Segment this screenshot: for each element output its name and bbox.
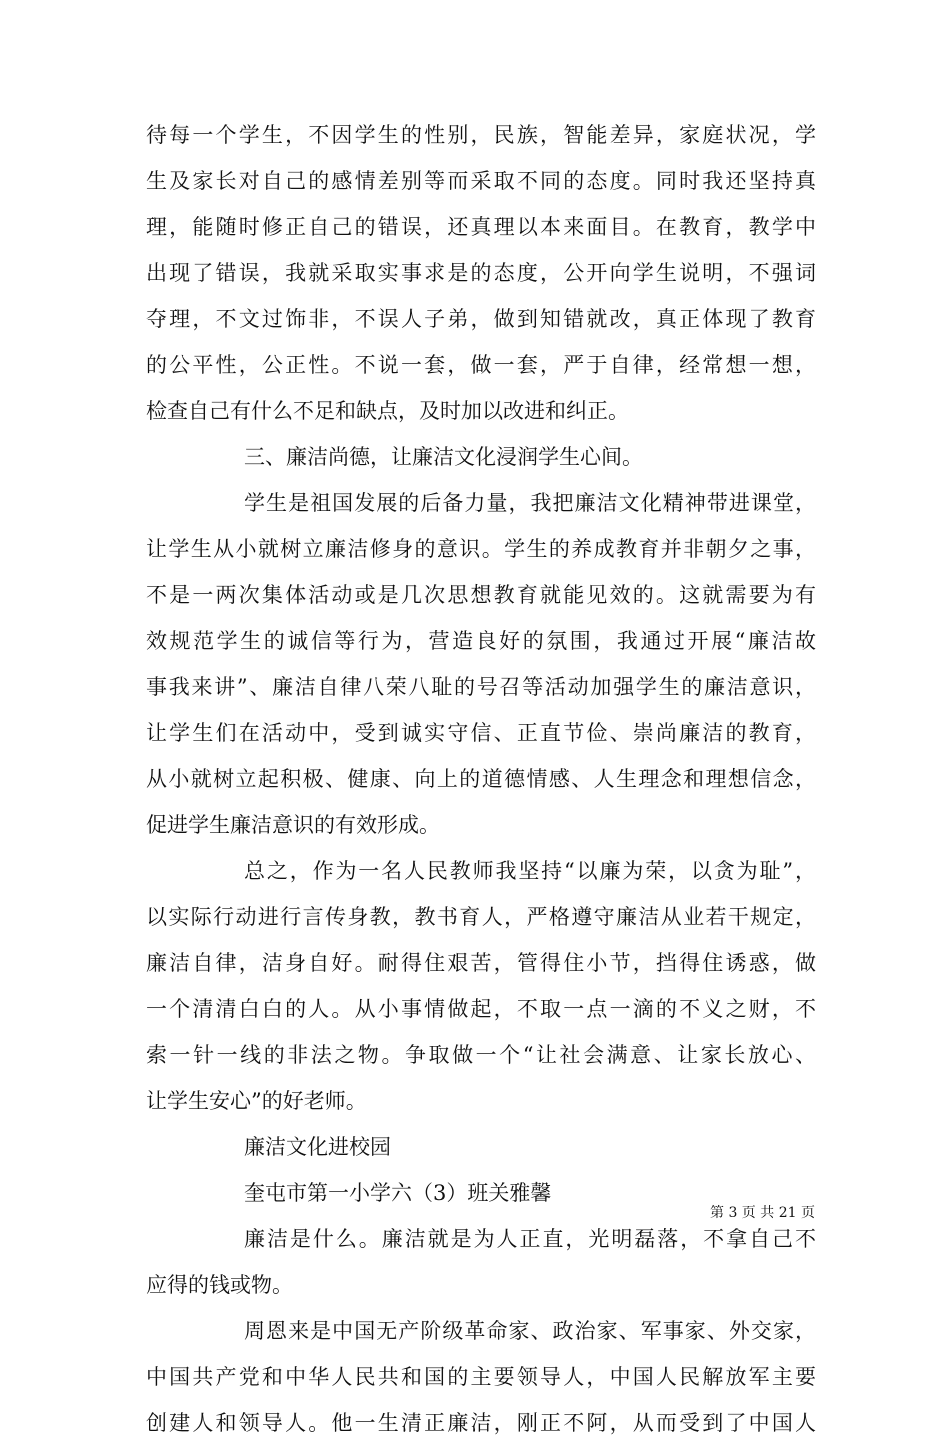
text-line: 索一针一线的非法之物。争取做一个“让社会满意、让家长放心、 — [146, 1043, 816, 1067]
text-line: 学生是祖国发展的后备力量，我把廉洁文化精神带进课堂， — [244, 491, 816, 515]
text-line: 廉洁是什么。廉洁就是为人正直，光明磊落，不拿自己不 — [244, 1227, 816, 1251]
text-line: 奎屯市第一小学六（3）班关雅馨 — [244, 1181, 552, 1205]
text-line: 廉洁文化进校园 — [244, 1135, 391, 1159]
text-line: 创建人和领导人。他一生清正廉洁，刚正不阿，从而受到了中国人 — [146, 1411, 816, 1435]
text-line: 效规范学生的诚信等行为，营造良好的氛围，我通过开展“廉洁故 — [146, 629, 816, 653]
text-line: 不是一两次集体活动或是几次思想教育就能见效的。这就需要为有 — [146, 583, 816, 607]
text-line: 生及家长对自己的感情差别等而采取不同的态度。同时我还坚持真 — [146, 169, 816, 193]
text-line: 理，能随时修正自己的错误，还真理以本来面目。在教育，教学中 — [146, 215, 816, 239]
text-line: 让学生从小就树立廉洁修身的意识。学生的养成教育并非朝夕之事， — [146, 537, 816, 561]
text-line: 应得的钱或物。 — [146, 1273, 293, 1297]
text-line: 检查自己有什么不足和缺点，及时加以改进和纠正。 — [146, 399, 629, 423]
text-line: 夺理，不文过饰非，不误人子弟，做到知错就改，真正体现了教育 — [146, 307, 816, 331]
text-line: 中国共产党和中华人民共和国的主要领导人，中国人民解放军主要 — [146, 1365, 816, 1389]
text-line: 从小就树立起积极、健康、向上的道德情感、人生理念和理想信念， — [146, 767, 816, 791]
text-line: 一个清清白白的人。从小事情做起，不取一点一滴的不义之财，不 — [146, 997, 816, 1021]
text-line: 周恩来是中国无产阶级革命家、政治家、军事家、外交家， — [244, 1319, 816, 1343]
text-line: 待每一个学生，不因学生的性别，民族，智能差异，家庭状况，学 — [146, 123, 816, 147]
text-line: 总之，作为一名人民教师我坚持“以廉为荣，以贪为耻”， — [244, 859, 816, 883]
text-line: 以实际行动进行言传身教，教书育人，严格遵守廉洁从业若干规定， — [146, 905, 816, 929]
text-line: 让学生安心”的好老师。 — [146, 1089, 367, 1113]
document-body — [146, 112, 816, 1446]
text-line: 的公平性，公正性。不说一套，做一套，严于自律，经常想一想， — [146, 353, 816, 377]
text-line: 让学生们在活动中，受到诚实守信、正直节俭、崇尚廉洁的教育， — [146, 721, 816, 745]
text-line: 廉洁自律，洁身自好。耐得住艰苦，管得住小节，挡得住诱惑，做 — [146, 951, 816, 975]
text-line: 事我来讲”、廉洁自律八荣八耻的号召等活动加强学生的廉洁意识， — [146, 675, 816, 699]
text-line: 促进学生廉洁意识的有效形成。 — [146, 813, 440, 837]
text-line: 三、廉洁尚德，让廉洁文化浸润学生心间。 — [244, 445, 643, 469]
page-number: 第 3 页 共 21 页 — [710, 1205, 815, 1221]
text-line: 出现了错误，我就采取实事求是的态度，公开向学生说明，不强词 — [146, 261, 816, 285]
